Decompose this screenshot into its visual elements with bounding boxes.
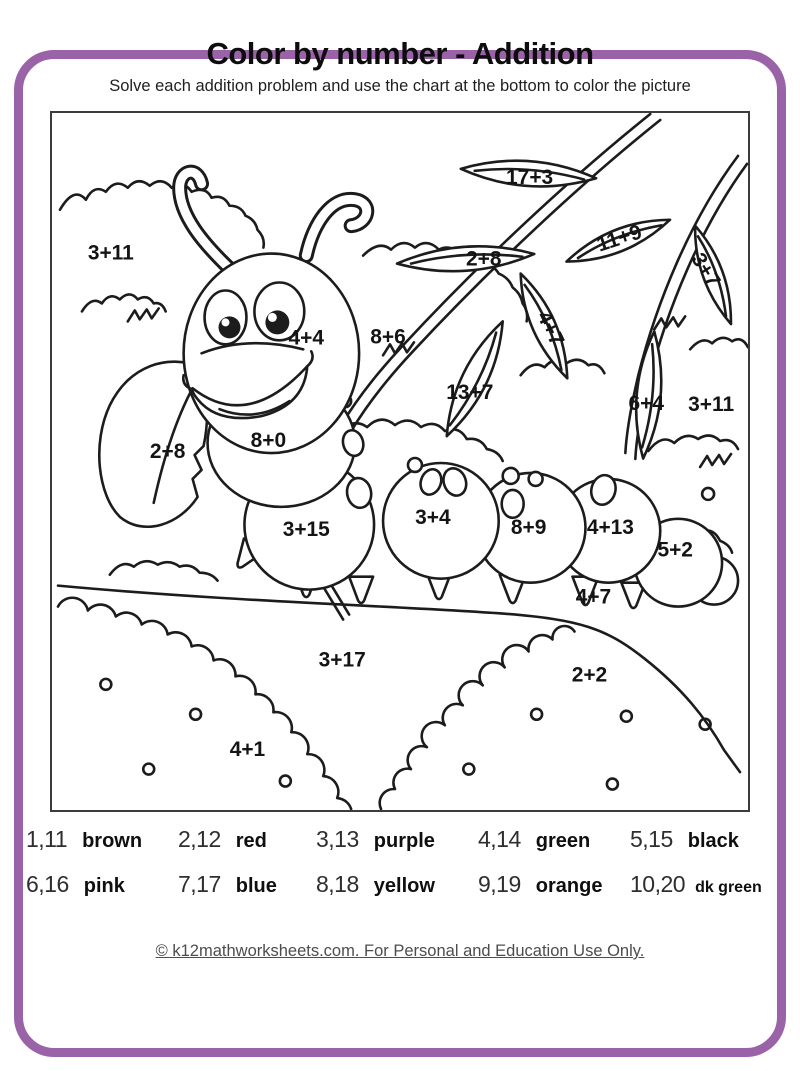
- problem-4plus1: 4+1: [229, 738, 266, 762]
- problem-4plus13: 4+13: [586, 515, 634, 539]
- key-numbers: 10,20: [630, 871, 686, 897]
- key-item-orange: [478, 871, 630, 898]
- color-key-row-1: [26, 826, 774, 853]
- problem-8plus6: 8+6: [370, 325, 406, 349]
- problem-8plus0: 8+0: [250, 429, 287, 453]
- problem-2plus8-left: 2+8: [149, 440, 186, 464]
- key-numbers: 5,15: [630, 826, 673, 852]
- footer: [0, 942, 800, 961]
- key-item-brown: [26, 826, 178, 853]
- key-item-black: [630, 826, 774, 853]
- key-item-purple: [316, 826, 478, 853]
- key-numbers: 8,18: [316, 871, 359, 897]
- key-color-name: blue: [235, 875, 277, 897]
- key-numbers: 2,12: [178, 826, 221, 852]
- page-title: Color by number - Addition: [206, 36, 594, 71]
- key-color-name: pink: [83, 875, 125, 897]
- problem-3plus7: 3+7: [686, 248, 725, 292]
- key-numbers: 7,17: [178, 871, 221, 897]
- problem-4plus7-leaf: 4+7: [532, 307, 569, 350]
- key-numbers: 1,11: [26, 826, 68, 852]
- problem-13plus7: 13+7: [446, 381, 494, 405]
- problem-4plus4: 4+4: [288, 326, 325, 350]
- key-item-blue: [178, 871, 316, 898]
- problem-3plus11-left: 3+11: [87, 241, 134, 265]
- key-color-name: red: [235, 830, 267, 852]
- key-item-pink: [26, 871, 178, 898]
- problem-17plus3: 17+3: [506, 165, 554, 189]
- problem-3plus15: 3+15: [282, 517, 330, 541]
- problem-2plus2: 2+2: [571, 663, 608, 687]
- key-item-red: [178, 826, 316, 853]
- left-pupil: [219, 316, 241, 338]
- worksheet-picture: [50, 111, 750, 812]
- key-item-green: [478, 826, 630, 853]
- color-key-row-2: [26, 871, 774, 898]
- footer-copyright-link[interactable]: © k12mathworksheets.com. For Personal and Education Use Only.: [155, 942, 645, 960]
- key-numbers: 6,16: [26, 871, 69, 897]
- problem-11plus9: 11+9: [593, 220, 645, 257]
- key-numbers: 3,13: [316, 826, 359, 852]
- problem-3plus17: 3+17: [318, 648, 366, 672]
- key-item-dk-green: [630, 871, 774, 898]
- key-color-name: green: [535, 830, 591, 852]
- problem-8plus9: 8+9: [510, 515, 547, 539]
- key-color-name: black: [687, 830, 739, 852]
- key-color-name: brown: [82, 830, 143, 852]
- problem-3plus11-right: 3+11: [688, 393, 735, 417]
- key-numbers: 9,19: [478, 871, 521, 897]
- key-numbers: 4,14: [478, 826, 521, 852]
- caterpillar-line-art: [52, 113, 748, 810]
- instructions: Solve each addition problem and use the chart at the bottom to color the picture: [109, 77, 691, 95]
- problem-4plus7-ground: 4+7: [575, 585, 612, 609]
- key-color-name: orange: [535, 875, 603, 897]
- problem-3plus4: 3+4: [415, 505, 451, 529]
- problem-2plus8-leaf: 2+8: [466, 247, 502, 271]
- key-color-name: yellow: [373, 875, 435, 897]
- key-color-name: purple: [373, 830, 435, 852]
- problem-6plus4: 6+4: [628, 392, 665, 416]
- problem-5plus2: 5+2: [657, 538, 693, 562]
- key-color-name: dk green: [695, 879, 762, 896]
- right-pupil: [265, 310, 289, 334]
- key-item-yellow: [316, 871, 478, 898]
